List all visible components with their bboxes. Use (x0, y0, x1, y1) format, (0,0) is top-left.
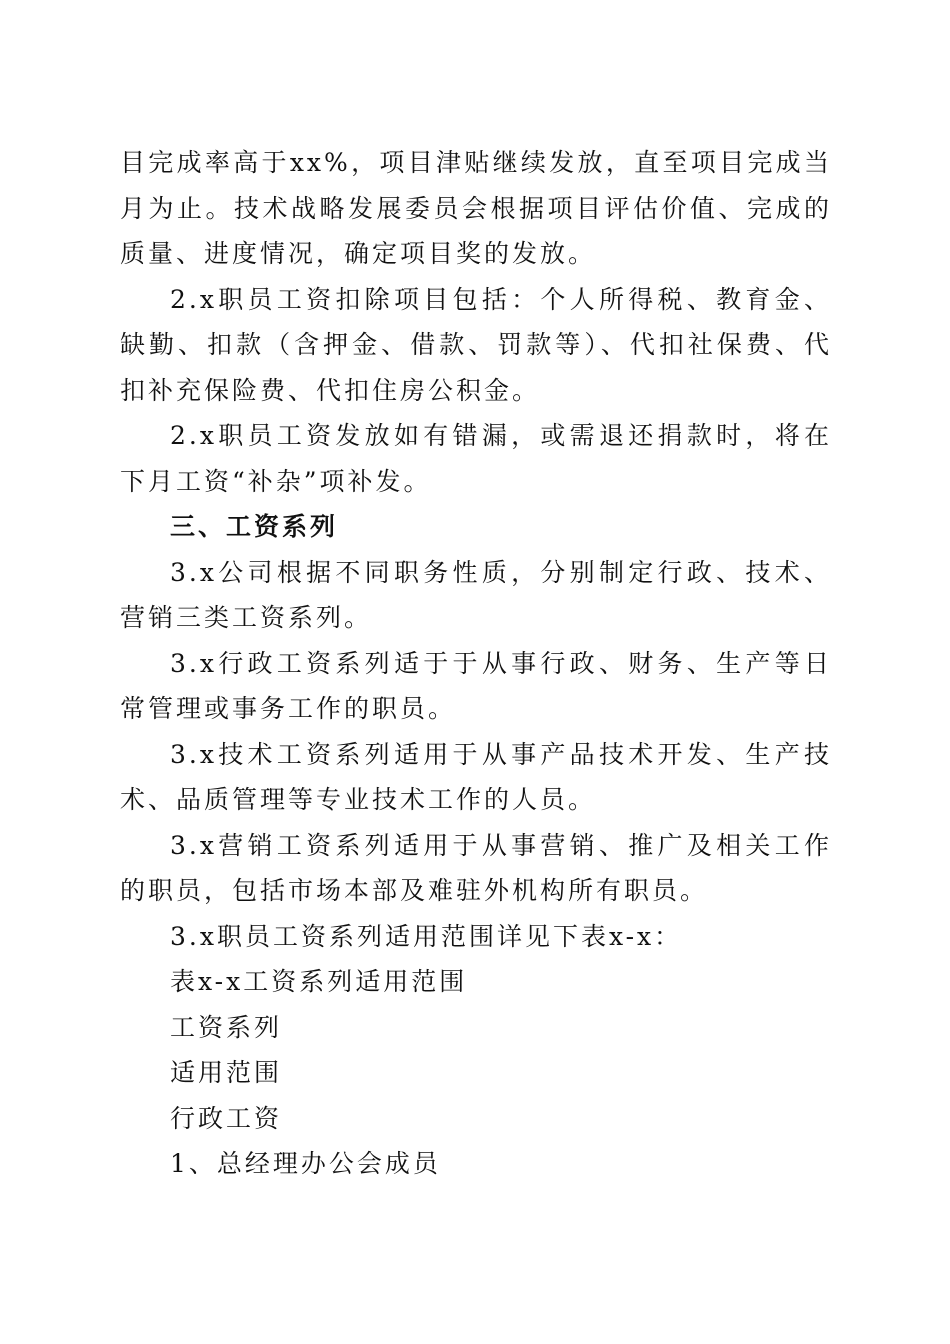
table-cell-gm-office: 1、总经理办公会成员 (170, 1149, 441, 1178)
paragraph-three-series: 3.x公司根据不同职务性质，分别制定行政、技术、营销三类工资系列。 (120, 557, 832, 632)
paragraph-tech-series: 3.x技术工资系列适用于从事产品技术开发、生产技术、品质管理等专业技术工作的人员。 (120, 739, 832, 814)
section-heading-salary-series: 三、工资系列 (170, 512, 339, 541)
paragraph-project-completion: 目完成率高于xx%，项目津贴继续发放，直至项目完成当月为止。技术战略发展委员会根据项目评估价值、完成的质量、进度情况，确定项目奖的发放。 (120, 148, 832, 268)
paragraph-scope-reference: 3.x职员工资系列适用范围详见下表x-x： (170, 921, 683, 951)
paragraph-admin-series: 3.x行政工资系列适于于从事行政、财务、生产等日常管理或事务工作的职员。 (120, 648, 832, 723)
document-body (120, 140, 832, 1187)
table-cell-admin-salary: 行政工资 (170, 1103, 283, 1133)
table-caption: 表x-x工资系列适用范围 (170, 967, 468, 996)
table-header-series: 工资系列 (170, 1012, 283, 1042)
table-header-scope: 适用范围 (170, 1058, 283, 1087)
paragraph-salary-corrections: 2.x职员工资发放如有错漏，或需退还捐款时，将在下月工资“补杂”项补发。 (120, 421, 832, 496)
paragraph-salary-deductions: 2.x职员工资扣除项目包括：个人所得税、教育金、缺勤、扣款（含押金、借款、罚款等）、代扣社保费、代扣补充保险费、代扣住房公积金。 (120, 284, 832, 405)
paragraph-marketing-series: 3.x营销工资系列适用于从事营销、推广及相关工作的职员，包括市场本部及难驻外机构所有职员。 (120, 830, 832, 905)
